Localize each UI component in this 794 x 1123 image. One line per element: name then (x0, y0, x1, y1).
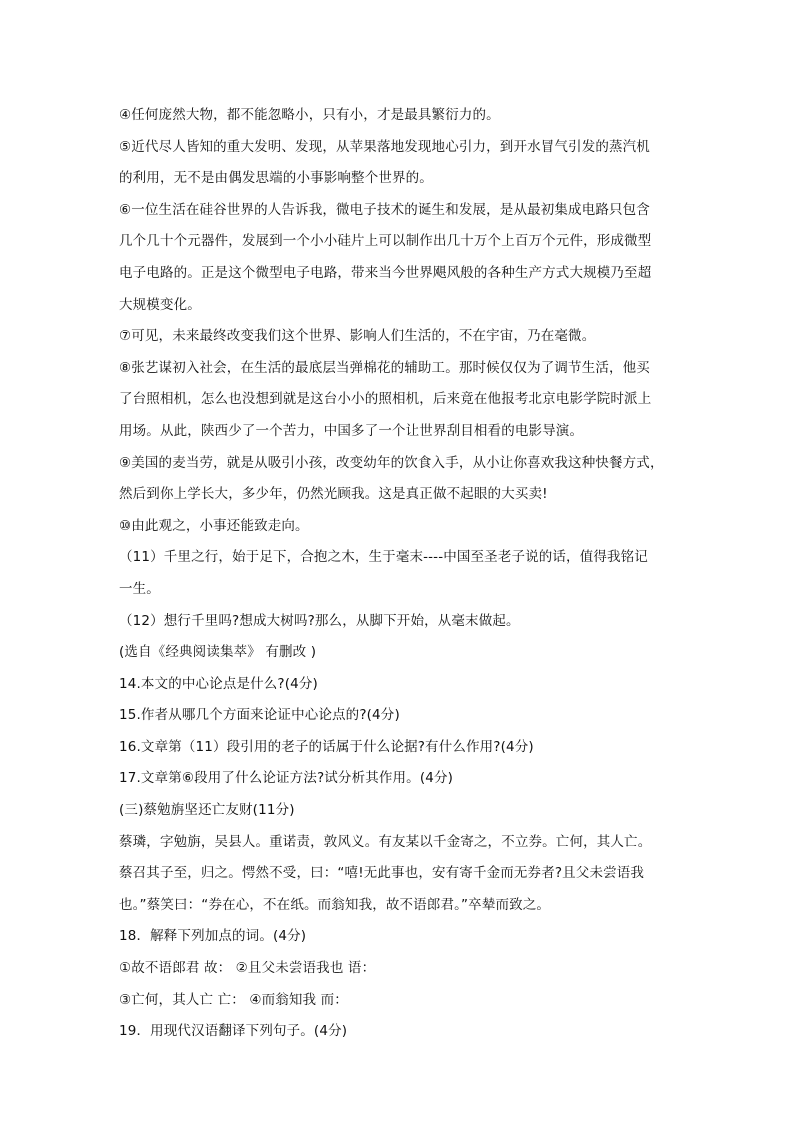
text-line: ⑦可见，未来最终改变我们这个世界、影响人们生活的，不在宇宙，乃在毫微。 (119, 328, 596, 345)
question-18: 18．解释下列加点的词。(4分) (119, 928, 307, 945)
question-18-items: ③亡何，其人亡 亡： ④而翁知我 而： (119, 991, 348, 1008)
question-17: 17.文章第⑥段用了什么论证方法?试分析其作用。(4分) (119, 770, 454, 787)
text-line: （11）千里之行，始于足下，合抱之木，生于毫末----中国至圣老子说的话，值得我铭记 (119, 549, 648, 566)
text-line: ⑤近代尽人皆知的重大发明、发现，从苹果落地发现地心引力，到开水冒气引发的蒸汽机 (119, 138, 650, 155)
text-line: ④任何庞然大物，都不能忽略小，只有小，才是最具繁衍力的。 (119, 107, 500, 123)
text-line: 的利用，无不是由偶发思端的小事影响整个世界的。 (119, 170, 433, 187)
text-line: 几个几十个元器件，发展到一个小小硅片上可以制作出几十万个上百万个元件，形成微型 (119, 233, 652, 250)
source-note: (选自《经典阅读集萃》 有删改 ) (119, 644, 317, 661)
section-heading: (三)蔡勉旃坚还亡友财(11分) (119, 802, 295, 819)
text-line: 蔡璘，字勉旃，吴县人。重诺责，敦风义。有友某以千金寄之，不立券。亡何，其人亡。 (119, 833, 652, 850)
text-line: 大规模变化。 (119, 296, 201, 313)
text-line: 电子电路的。正是这个微型电子电路，带来当今世界飓风般的各种生产方式大规模乃至超 (119, 264, 652, 281)
text-line: 然后到你上学长大，多少年，仍然光顾我。这是真正做不起眼的大买卖! (119, 486, 548, 503)
question-18-items: ①故不语郎君 故： ②且父未尝语我也 语： (119, 960, 376, 977)
text-line: 用场。从此，陕西少了一个苦力，中国多了一个让世界刮目相看的电影导演。 (119, 422, 584, 439)
text-line: 一生。 (119, 580, 160, 597)
question-15: 15.作者从哪几个方面来论证中心论点的?(4分) (119, 707, 400, 724)
text-line: 也。”蔡笑曰：“券在心，不在纸。而翁知我，故不语郎君。”卒辇而致之。 (119, 896, 551, 913)
text-line: ⑧张艺谋初入社会，在生活的最底层当弹棉花的辅助工。那时候仅仅为了调节生活，他买 (119, 359, 650, 376)
text-line: 了台照相机，怎么也没想到就是这台小小的照相机，后来竟在他报考北京电影学院时派上 (119, 391, 652, 408)
document-body (119, 100, 679, 1048)
text-line: ⑩由此观之，小事还能致走向。 (119, 517, 309, 534)
text-line: 蔡召其子至，归之。愕然不受，曰：“嘻!无此事也，安有寄千金而无券者?且父未尝语我 (119, 865, 645, 882)
question-16: 16.文章第（11）段引用的老子的话属于什么论据?有什么作用?(4分) (119, 738, 534, 755)
question-19: 19．用现代汉语翻译下列句子。(4分) (119, 1023, 348, 1040)
text-line: ⑥一位生活在硅谷世界的人告诉我，微电子技术的诞生和发展，是从最初集成电路只包含 (119, 201, 650, 218)
question-14: 14.本文的中心论点是什么?(4分) (119, 675, 318, 692)
text-line: ⑨美国的麦当劳，就是从吸引小孩，改变幼年的饮食入手，从小让你喜欢我这种快餐方式， (119, 454, 664, 471)
text-line: （12）想行千里吗?想成大树吗?那么，从脚下开始，从毫末做起。 (119, 612, 520, 629)
